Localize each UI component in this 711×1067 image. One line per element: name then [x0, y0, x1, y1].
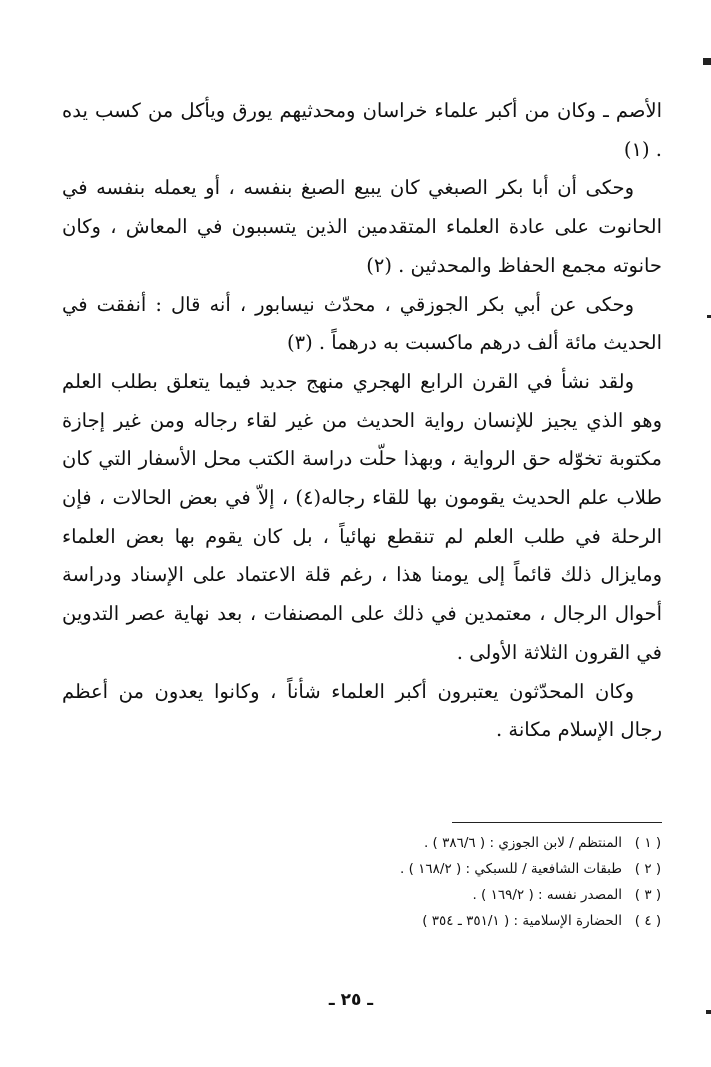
footnote-number: ( ٤ ): [634, 913, 662, 929]
page-number: ـ ٢٥ ـ: [328, 990, 374, 1010]
footnote-text: المنتظم / لابن الجوزي : ( ٣٨٦/٦ ) .: [423, 835, 622, 851]
footnote-text: الحضارة الإسلامية : ( ٣٥١/١ ـ ٣٥٤ ): [422, 913, 622, 929]
footnote-number: ( ٣ ): [634, 887, 662, 903]
main-text: [62, 92, 662, 750]
footnote-4: [300, 908, 662, 934]
paragraph-4: ولقد نشأ في القرن الرابع الهجري منهج جديد فيما يتعلق بطلب العلم وهو الذي يجيز للإنسان رواية الحديث من غير لقاء رجاله ومن غير إجازة مكتوبة تخوّله حق الرواية ، وبهذا حلّت دراسة الكتب محل الأسفار التي كان طلاب علم الحديث يقومون بها للقاء رجاله(٤) ، إلاّ في بعض الحالات ، فإن الرحلة في طلب العلم لم تنقطع نهائياً ، بل كان يقوم بها بعض العلماء ومايزال ذلك قائماً إلى يومنا هذا ، رغم قلة الاعتماد على الإسناد ودراسة أحوال الرجال ، معتمدين في ذلك على المصنفات ، بعد نهاية عصر التدوين في القرون الثلاثة الأولى .: [62, 369, 662, 664]
footnote-number: ( ١ ): [634, 835, 662, 851]
paragraph-2: وحكى أن أبا بكر الصبغي كان يبيع الصبغ بنفسه ، أو يعمله بنفسه في الحانوت على عادة العلماء المتقدمين الذين يتسببون في المعاش ، وكان حانوته مجمع الحفاظ والمحدثين . (٢): [62, 176, 662, 277]
scan-edge-mark: [707, 315, 711, 318]
footnote-3: [300, 882, 662, 908]
paragraph-3: وحكى عن أبي بكر الجوزقي ، محدّث نيسابور ، أنه قال : أنفقت في الحديث مائة ألف درهم ماكسبت به درهماً . (٣): [62, 292, 662, 355]
scan-edge-mark: [706, 1010, 711, 1014]
paragraph-1: الأصم ـ وكان من أكبر علماء خراسان ومحدثيهم يورق ويأكل من كسب يده . (١): [62, 99, 662, 161]
scan-edge-mark: [703, 58, 711, 65]
footnotes: [300, 830, 662, 934]
footnote-text: المصدر نفسه : ( ١٦٩/٢ ) .: [472, 887, 622, 903]
footnote-separator: [452, 822, 662, 823]
footnote-2: [300, 856, 662, 882]
footnote-text: طبقات الشافعية / للسبكي : ( ١٦٨/٢ ) .: [400, 861, 622, 877]
footnote-number: ( ٢ ): [634, 861, 662, 877]
paragraph-5: وكان المحدّثون يعتبرون أكبر العلماء شأناً ، وكانوا يعدون من أعظم رجال الإسلام مكانة .: [62, 679, 662, 742]
footnote-1: [300, 830, 662, 856]
